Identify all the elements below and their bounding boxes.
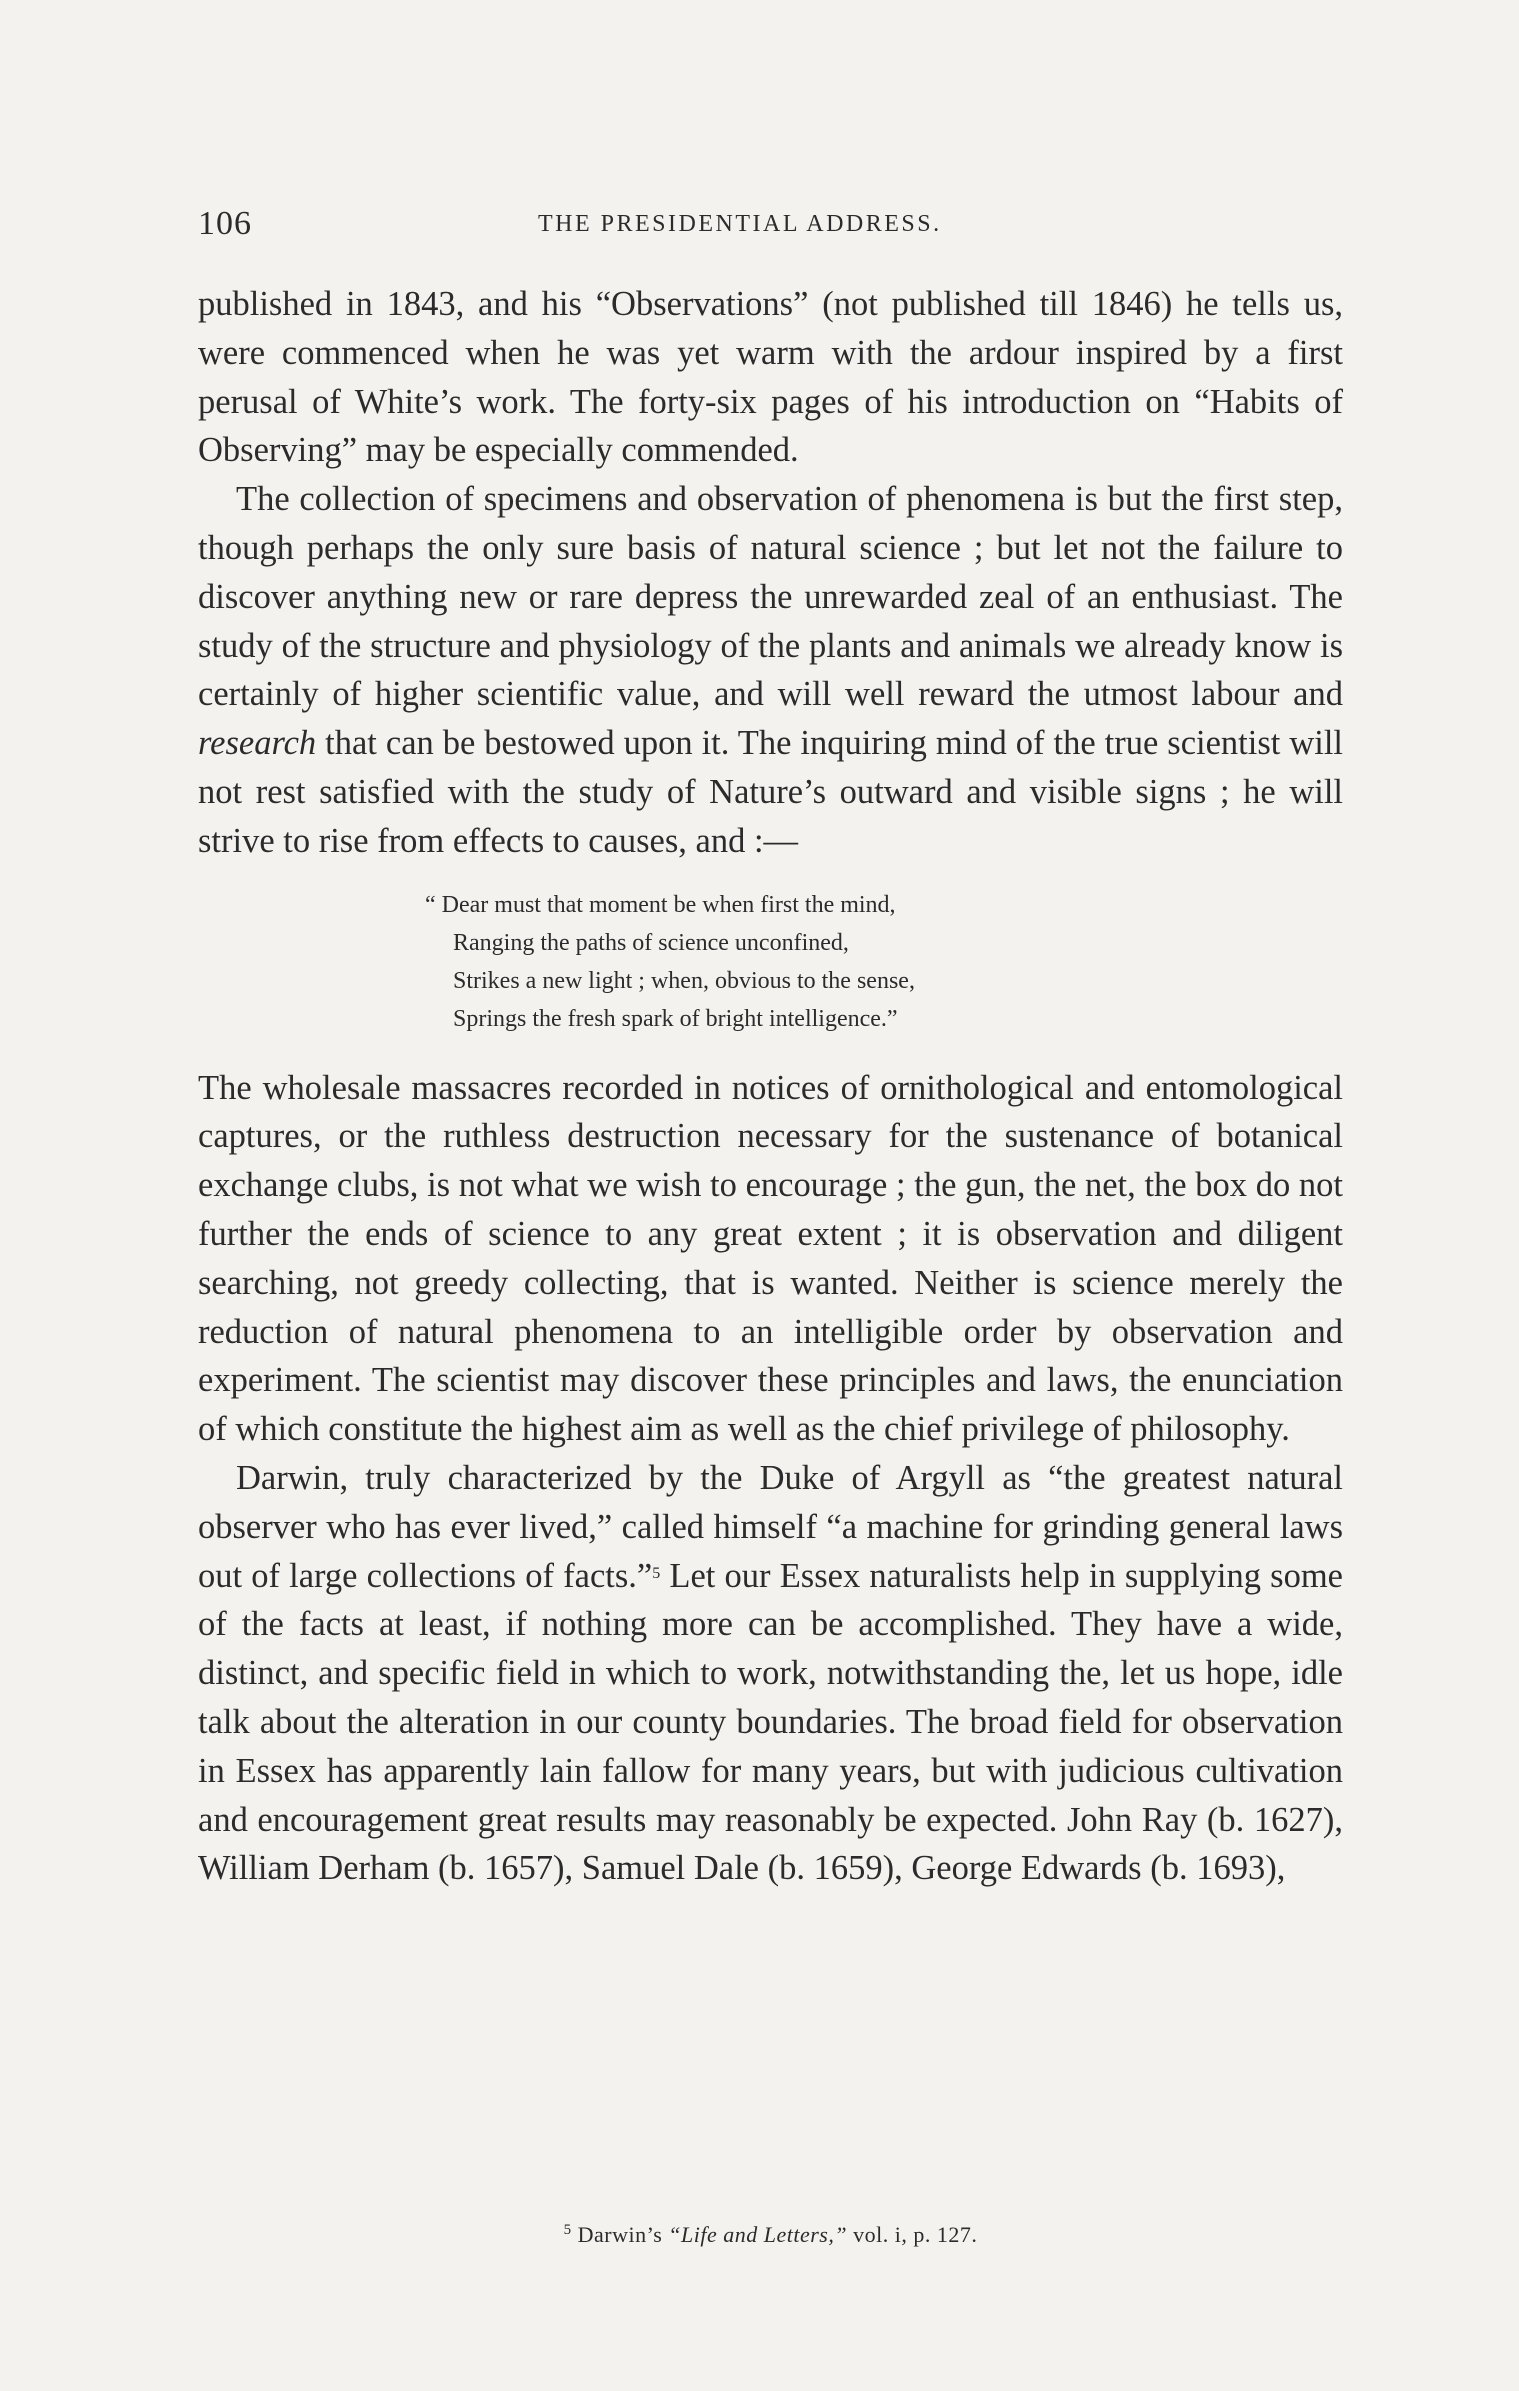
footnote-citation: vol. i, p. 127. [853, 2222, 978, 2247]
paragraph-4-text-b: Let our Essex naturalists help in supplying some of the facts at least, if nothing more can be accomplished. They have a wide, distinct, and specific field in which to work, notwithstanding the, let us hope, idle talk about the alteration in our county boundaries. The broad field for observation in Essex has apparently lain fallow for many years, but with judicious cultivation and encouragement great results may reasonably be expected. John Ray (b. 1627), William Derham (b. 1657), Samuel Dale (b. 1659), George Edwards (b. 1693), [198, 1556, 1343, 1888]
verse-line-1: “ Dear must that moment be when first the mind, [425, 891, 896, 918]
page-number: 106 [198, 205, 252, 242]
footnote-author: Darwin’s [577, 2222, 663, 2247]
paragraph-4-text-a: Darwin, truly characterized by the Duke of Argyll as “the greatest natural observer who has ever lived,” called himself “a machine for grinding general laws out of large collections of facts.” [198, 1458, 1343, 1595]
verse-quotation [198, 886, 1343, 1038]
paragraph-4 [198, 1454, 1343, 1893]
body-text [198, 280, 1343, 1893]
paragraph-2-text-a: The collection of specimens and observation of phenomena is but the first step, though perhaps the only sure basis of natural science ; but let not the failure to discover anything new or rare depress the unrewarded zeal of an enthusiast. The study of the structure and physiology of the plants and animals we already know is certainly of higher scientific value, and will well reward the utmost labour and [198, 480, 1343, 714]
footnote [198, 2222, 1343, 2248]
italic-research: research [198, 724, 317, 763]
paragraph-3: The wholesale massacres recorded in notices of ornithological and entomological captures, or the ruthless destruction necessary for the sustenance of botanical exchange clubs, is not what we wish to encourage ; the gun, the net, the box do not further the ends of science to any great extent ; it is observation and diligent searching, not greedy collecting, that is wanted. Neither is science merely the reduction of natural phenomena to an intelligible order by observation and experiment. The scientist may discover these principles and laws, the enunciation of which constitute the highest aim as well as the chief privilege of philosophy. [198, 1068, 1343, 1449]
footnote-number: 5 [563, 2222, 572, 2238]
paragraph-2 [198, 475, 1343, 865]
verse-line-2: Ranging the paths of science unconfined, [453, 929, 849, 956]
paragraph-2-text-b: that can be bestowed upon it. The inquiring mind of the true scientist will not rest satisfied with the study of Nature’s outward and visible signs ; he will strive to rise from effects to causes, and :— [198, 724, 1343, 860]
running-title: THE PRESIDENTIAL ADDRESS. [538, 211, 942, 237]
running-head [198, 205, 1343, 245]
verse-line-4: Springs the fresh spark of bright intelligence.” [453, 1005, 898, 1032]
footnote-title: “Life and Letters,” [668, 2222, 848, 2247]
paragraph-1: published in 1843, and his “Observations” (not published till 1846) he tells us, were commenced when he was yet warm with the ardour inspired by a first perusal of White’s work. The forty-six pages of his introduction on “Habits of Observing” may be especially commended. [198, 285, 1343, 470]
footnote-reference: 5 [652, 1564, 661, 1582]
verse-line-3: Strikes a new light ; when, obvious to the sense, [453, 967, 915, 994]
